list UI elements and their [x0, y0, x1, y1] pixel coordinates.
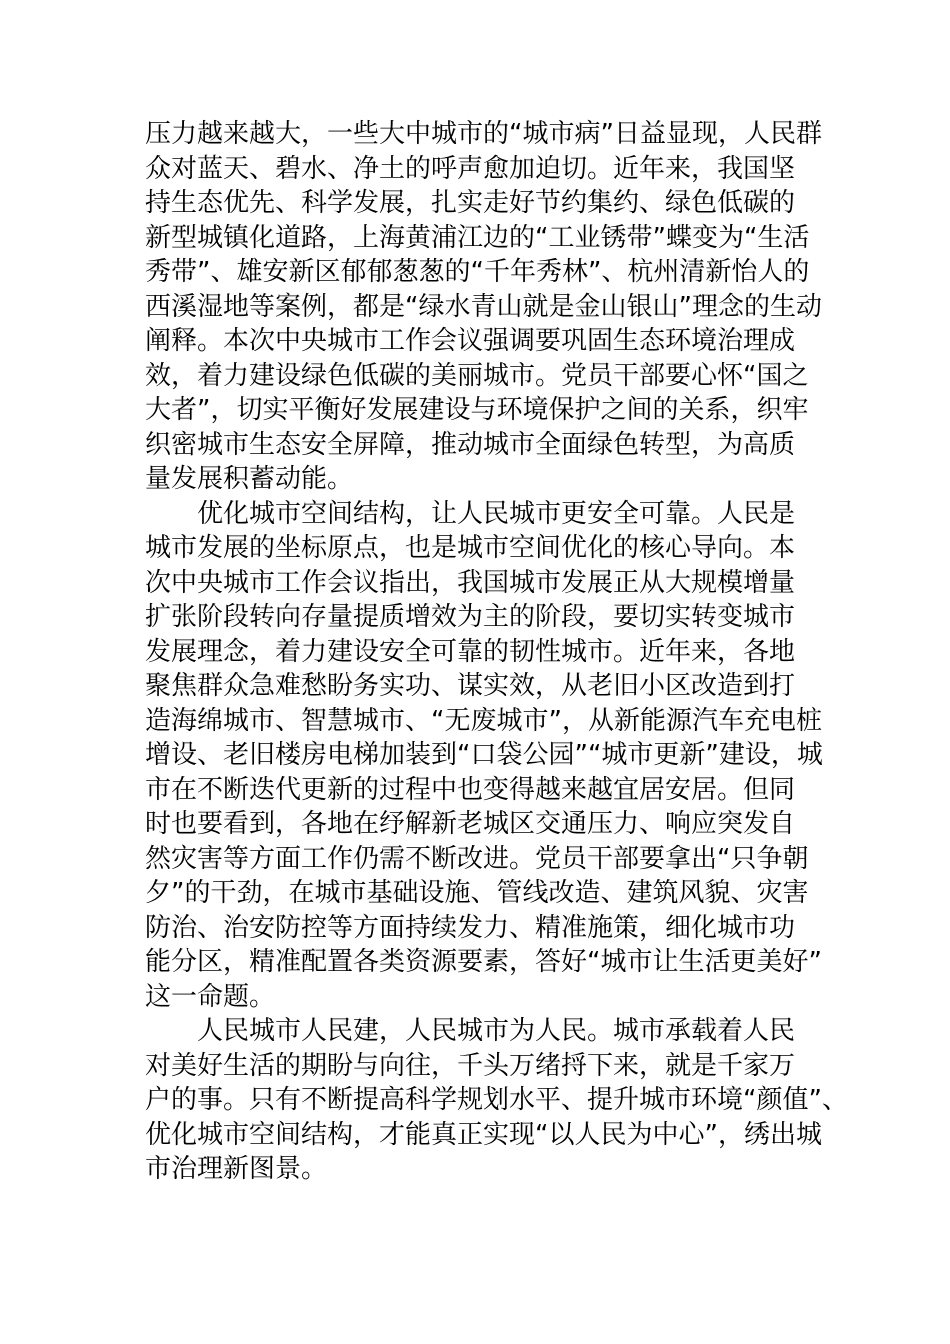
paragraph-spatial-structure: [145, 497, 823, 1015]
text-line: 扩张阶段转向存量提质增效为主的阶段，要切实转变城市: [145, 602, 796, 632]
text-line: 这一命题。: [145, 981, 276, 1012]
text-line: 发展理念，着力建设安全可靠的韧性城市。近年来，各地: [145, 636, 796, 667]
paragraph-ecology: [145, 117, 822, 497]
text-line: 秀带”、雄安新区郁郁葱葱的“千年秀林”、杭州清新怡人的: [145, 257, 810, 287]
text-line: 城市发展的坐标原点，也是城市空间优化的核心导向。本: [145, 533, 796, 563]
text-line-indented: 优化城市空间结构，让人民城市更安全可靠。人民是: [197, 498, 796, 529]
text-line-indented: 人民城市人民建，人民城市为人民。城市承载着人民: [197, 1016, 796, 1046]
text-line: 能分区，精准配置各类资源要素，答好“城市让生活更美好”: [145, 947, 822, 977]
text-line: 阐释。本次中央城市工作会议强调要巩固生态环境治理成: [145, 326, 796, 356]
text-line: 持生态优先、科学发展，扎实走好节约集约、绿色低碳的: [145, 188, 796, 218]
text-line: 织密城市生态安全屏障，推动城市全面绿色转型，为高质: [145, 429, 796, 460]
text-line: 效，着力建设绿色低碳的美丽城市。党员干部要心怀“国之: [145, 360, 809, 391]
text-line: 聚焦群众急难愁盼务实功、谋实效，从老旧小区改造到打: [145, 671, 796, 701]
text-line: 夕”的干劲，在城市基础设施、管线改造、建筑风貌、灾害: [145, 878, 809, 908]
text-line: 西溪湿地等案例，都是“绿水青山就是金山银山”理念的生动: [145, 291, 822, 322]
text-line: 大者”，切实平衡好发展建设与环境保护之间的关系，织牢: [145, 395, 809, 425]
text-line: 众对蓝天、碧水、净土的呼声愈加迫切。近年来，我国坚: [145, 153, 796, 184]
text-line: 压力越来越大，一些大中城市的“城市病”日益显现，人民群: [145, 119, 822, 149]
body-text: [145, 117, 848, 1187]
text-line: 对美好生活的期盼与向往，千头万绪捋下来，就是千家万: [145, 1050, 796, 1081]
text-line: 户的事。只有不断提高科学规划水平、提升城市环境“颜值”、: [145, 1085, 848, 1115]
text-line: 市在不断迭代更新的过程中也变得越来越宜居安居。但同: [145, 774, 796, 805]
text-line: 增设、老旧楼房电梯加装到“口袋公园”“城市更新”建设，城: [145, 740, 823, 770]
text-line: 防治、治安防控等方面持续发力、精准施策，细化城市功: [145, 912, 796, 943]
text-line: 优化城市空间结构，才能真正实现“以人民为中心”，绣出城: [145, 1119, 822, 1150]
text-line: 量发展积蓄动能。: [145, 464, 354, 494]
text-line: 新型城镇化道路，上海黄浦江边的“工业锈带”蝶变为“生活: [145, 222, 810, 253]
text-line: 然灾害等方面工作仍需不断改进。党员干部要拿出“只争朝: [145, 843, 809, 874]
paragraph-conclusion: [145, 1014, 848, 1187]
text-line: 次中央城市工作会议指出，我国城市发展正从大规模增量: [145, 567, 796, 598]
text-line: 造海绵城市、智慧城市、“无废城市”，从新能源汽车充电桩: [145, 705, 822, 736]
text-line: 时也要看到，各地在纾解新老城区交通压力、响应突发自: [145, 809, 796, 839]
text-line: 市治理新图景。: [145, 1154, 328, 1184]
